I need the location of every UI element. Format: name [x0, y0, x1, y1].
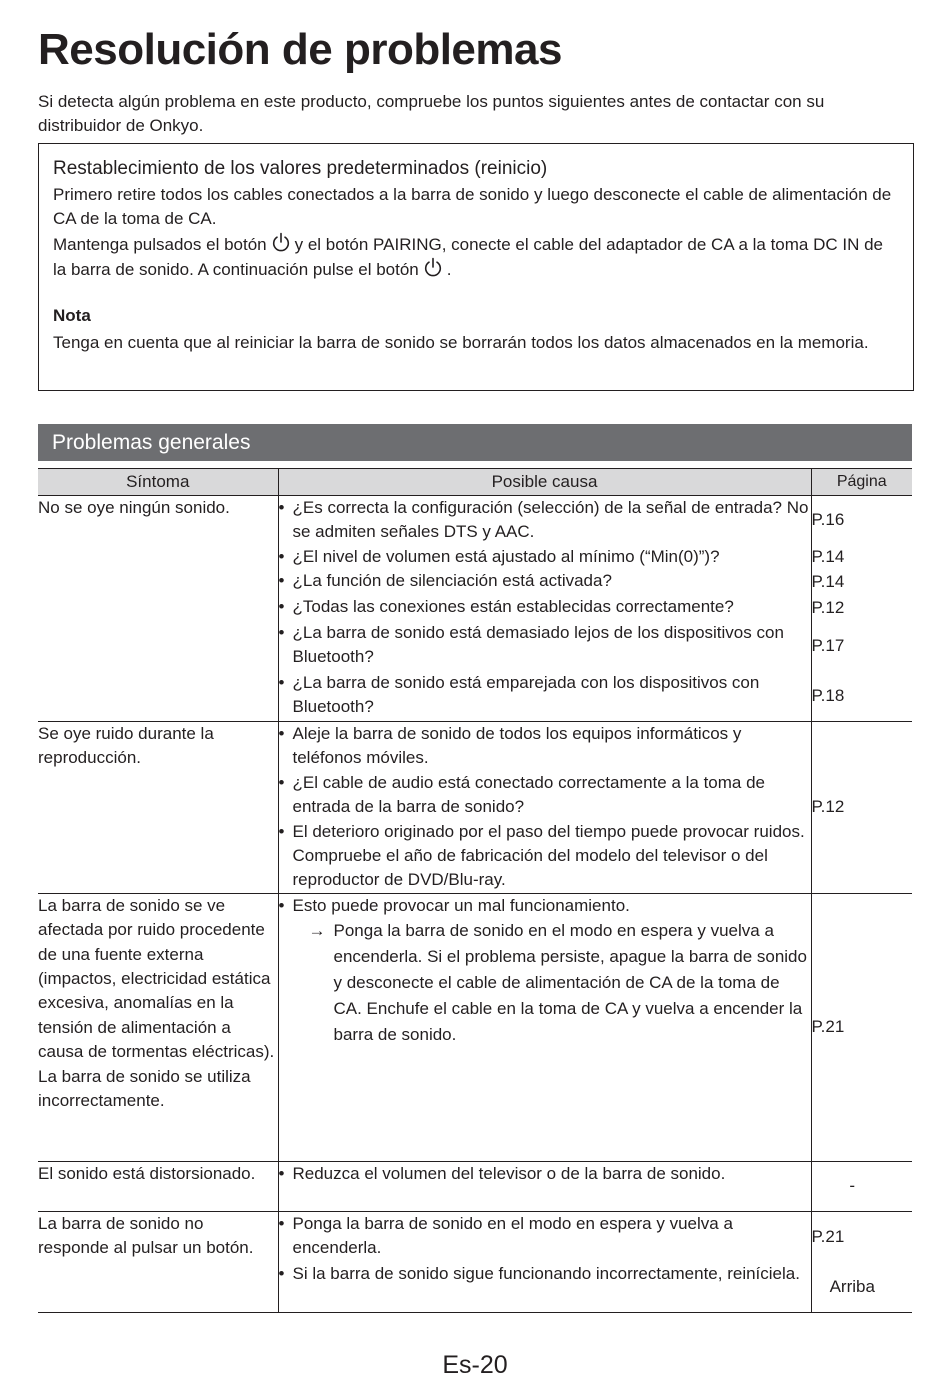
table-header-row	[38, 469, 912, 496]
cause-item: • ¿El nivel de volumen está ajustado al mínimo (“Min(0)”)?	[278, 547, 720, 566]
reset-info-box	[38, 143, 914, 391]
symptom-text: No se oye ningún sonido.	[38, 498, 230, 517]
table-row	[38, 1161, 912, 1211]
page-ref: P.12	[811, 597, 845, 617]
cause-cell	[278, 1161, 811, 1211]
page-ref: P.12	[811, 797, 845, 817]
power-icon	[271, 232, 291, 253]
reset-instructions-2	[53, 232, 899, 283]
cause-item: • Reduzca el volumen del televisor o de la barra de sonido.	[278, 1163, 726, 1183]
cause-cell	[278, 722, 811, 894]
table-row	[38, 722, 912, 894]
symptom-text: El sonido está distorsionado.	[38, 1163, 256, 1183]
page-ref: P.16	[811, 510, 845, 530]
reset-instructions-2b: y el botón PAIRING, conecte el cable del adaptador de CA a la toma DC IN de la barra de sonido. A continuación pulse el botón	[53, 234, 884, 280]
reset-instructions-2a: Mantenga pulsados el botón	[53, 234, 267, 254]
page-ref: P.18	[811, 685, 845, 705]
page-cell	[811, 1161, 912, 1211]
arrow-icon: →	[308, 921, 326, 941]
symptom-cell	[38, 893, 278, 1161]
symptom-text: Se oye ruido durante la reproducción.	[38, 724, 214, 768]
cause-item: • ¿La barra de sonido está demasiado lejos de los dispositivos con Bluetooth?	[278, 623, 784, 667]
header-cause: Posible causa	[278, 469, 811, 496]
page-number: Es-20	[442, 1351, 508, 1376]
table-row	[38, 893, 912, 1161]
symptom-cell	[38, 496, 278, 722]
cause-item: • ¿Es correcta la configuración (selección) de la señal de entrada? No se admiten señales DTS y AAC.	[278, 498, 809, 542]
page-ref: Arriba	[829, 1276, 875, 1296]
symptom-cell	[38, 1161, 278, 1211]
cause-item: • ¿La barra de sonido está emparejada con los dispositivos con Bluetooth?	[278, 673, 760, 717]
page-ref: P.17	[811, 635, 845, 655]
reset-instructions-2c: .	[446, 260, 452, 280]
symptom-text: La barra de sonido se ve afectada por ruido procedente de una fuente externa (impactos, electricidad estática excesiva, anomalías en la tensión de alimentación a causa de tormentas eléctricas).	[38, 895, 275, 1062]
page-cell	[811, 1211, 912, 1312]
cause-item: • Esto puede provocar un mal funcionamiento.	[278, 895, 630, 915]
symptom-text: La barra de sonido no responde al pulsar un botón.	[38, 1213, 254, 1258]
cause-item: • ¿Todas las conexiones están establecidas correctamente?	[278, 597, 734, 616]
section-header: Problemas generales	[38, 424, 912, 461]
cause-subitem: → Ponga la barra de sonido en el modo en espera y vuelva a encenderla. Si el problema persiste, apague la barra de sonido y desconecte el cable de alimentación de CA de la toma de CA. Enchufe el cable en la toma de CA y vuelva a encender la barra de sonido.	[279, 918, 811, 1048]
cause-item: • ¿El cable de audio está conectado correctamente a la toma de entrada de la barra de sonido?	[278, 772, 766, 817]
cause-item: • Si la barra de sonido sigue funcionando incorrectamente, reiníciela.	[278, 1263, 800, 1283]
page-cell	[811, 722, 912, 894]
cause-cell	[278, 496, 811, 722]
page-ref: P.21	[811, 1017, 845, 1037]
header-page: Página	[811, 469, 912, 496]
cause-cell	[278, 893, 811, 1161]
troubleshooting-table	[38, 468, 912, 1313]
power-icon	[423, 257, 443, 278]
symptom-cell	[38, 722, 278, 894]
page-ref: P.21	[811, 1226, 845, 1246]
cause-item: • Ponga la barra de sonido en el modo en espera y vuelva a encenderla.	[278, 1213, 733, 1258]
page-cell	[811, 893, 912, 1161]
page-ref: P.14	[811, 546, 845, 566]
page-ref: -	[849, 1176, 856, 1196]
reset-instructions-1: Primero retire todos los cables conectados a la barra de sonido y luego desconecte el cable de alimentación de CA de la toma de CA.	[53, 185, 892, 229]
reset-heading: Restablecimiento de los valores predeterminados (reinicio)	[53, 158, 548, 179]
table-row	[38, 496, 912, 722]
cause-item: • Aleje la barra de sonido de todos los equipos informáticos y teléfonos móviles.	[278, 724, 742, 768]
symptom-text-extra: La barra de sonido se utiliza incorrectamente.	[38, 1066, 251, 1111]
table-row	[38, 1211, 912, 1312]
note-text: Tenga en cuenta que al reiniciar la barra de sonido se borrarán todos los datos almacenados en la memoria.	[53, 332, 869, 352]
page-ref: P.14	[811, 571, 845, 591]
symptom-cell	[38, 1211, 278, 1312]
header-symptom: Síntoma	[38, 469, 278, 496]
page-cell	[811, 496, 912, 722]
intro-text: Si detecta algún problema en este producto, compruebe los puntos siguientes antes de contactar con su distribuidor de Onkyo.	[38, 92, 825, 135]
cause-item: • El deterioro originado por el paso del tiempo puede provocar ruidos. Compruebe el año de fabricación del modelo del televisor o del reproductor de DVD/Blu-ray.	[278, 821, 805, 890]
cause-item: • ¿La función de silenciación está activada?	[278, 571, 612, 590]
page-title: Resolución de problemas	[38, 25, 562, 74]
cause-cell	[278, 1211, 811, 1312]
note-heading: Nota	[53, 305, 91, 325]
